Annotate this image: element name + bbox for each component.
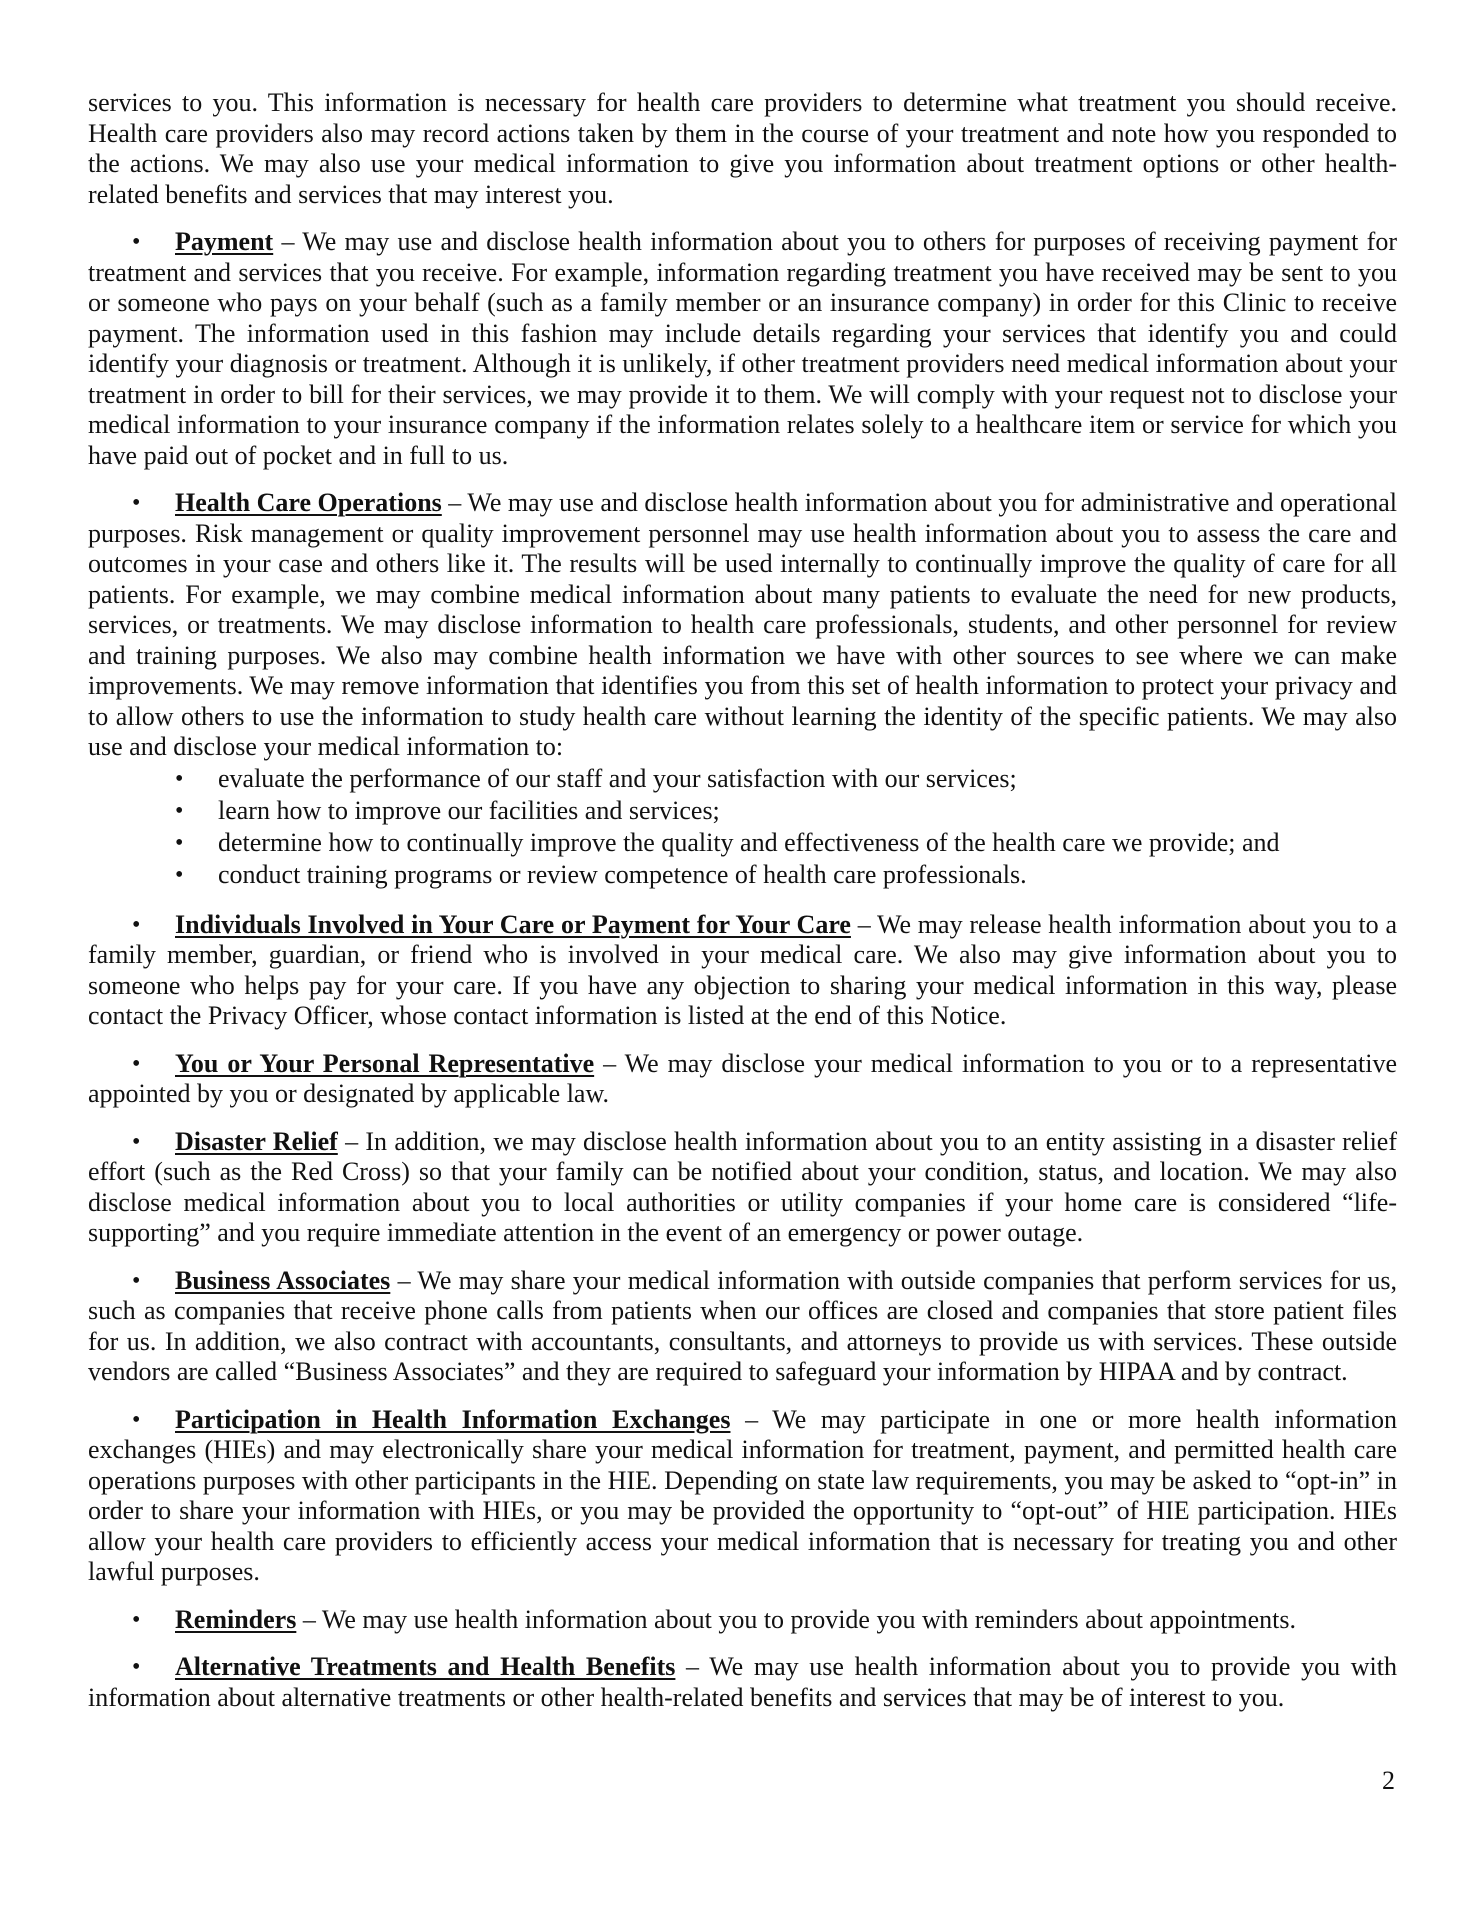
- section-heading-personal-representative: You or Your Personal Representative: [175, 1048, 595, 1078]
- section-heading-alternative-treatments: Alternative Treatments and Health Benefits: [175, 1652, 676, 1681]
- section-body-reminders: – We may use health information about you to provide you with reminders about appointments.: [296, 1604, 1297, 1634]
- list-item: [88, 763, 1397, 795]
- section-business-associates: [88, 1266, 1397, 1388]
- bullet-icon: •: [132, 1128, 141, 1155]
- section-reminders: [88, 1605, 1397, 1636]
- bullet-icon: •: [132, 1654, 141, 1680]
- bullet-icon: •: [132, 1267, 141, 1294]
- health-care-operations-sublist: [88, 763, 1397, 891]
- list-item-text: learn how to improve our facilities and services;: [218, 795, 720, 825]
- list-item: [88, 827, 1397, 859]
- document-page: [88, 88, 1397, 1730]
- list-item-text: evaluate the performance of our staff and your satisfaction with our services;: [218, 763, 1017, 793]
- bullet-icon: •: [132, 1050, 141, 1077]
- list-item: [88, 795, 1397, 827]
- page-number: 2: [1382, 1766, 1395, 1795]
- section-disaster-relief: [88, 1127, 1397, 1249]
- section-heading-health-information-exchanges: Participation in Health Information Exchanges: [175, 1404, 731, 1434]
- section-heading-business-associates: Business Associates: [175, 1265, 391, 1295]
- section-body-health-care-operations: – We may use and disclose health information about you for administrative and operational purposes. Risk management or quality improvement personnel may use health information about you to assess the care and outcomes in your case and others like it. The results will be used internally to continually improve the quality of care for all patients. For example, we may combine medical information about many patients to evaluate the need for new products, services, or treatments. We may disclose information to health care professionals, students, and other personnel for review and training purposes. We also may combine health information we have with other sources to see where we can make improvements. We may remove information that identifies you from this set of health information to protect your privacy and to allow others to use the information to study health care without learning the identity of the specific patients. We may also use and disclose your medical information to:: [88, 488, 1398, 761]
- bullet-icon: •: [132, 1606, 141, 1633]
- section-body-alternative-treatments: – We may use health information about you to provide you with information about alternative treatments or other health-related benefits and services that may be of interest to you.: [88, 1652, 1397, 1712]
- section-individuals-involved: [88, 910, 1397, 1032]
- section-heading-health-care-operations: Health Care Operations: [175, 488, 442, 517]
- section-body-business-associates: – We may share your medical information with outside companies that perform services for us, such as companies that receive phone calls from patients when our offices are closed and companies that store patient files for us. In addition, we also contract with accountants, consultants, and attorneys to provide us with services. These outside vendors are called “Business Associates” and they are required to safeguard your information by HIPAA and by contract.: [88, 1265, 1397, 1386]
- bullet-icon: •: [175, 797, 184, 824]
- section-heading-disaster-relief: Disaster Relief: [175, 1126, 338, 1156]
- intro-continuation-paragraph: services to you. This information is necessary for health care providers to determine what treatment you should receive. Health care providers also may record actions taken by them in the course of your treatment and note how you responded to the actions. We may also use your medical information to give you information about treatment options or other health-related benefits and services that may interest you.: [88, 88, 1397, 209]
- list-item: [88, 859, 1397, 891]
- section-body-health-information-exchanges: – We may participate in one or more health information exchanges (HIEs) and may electronically share your medical information for treatment, payment, and permitted health care operations purposes with other participants in the HIE. Depending on state law requirements, you may be asked to “opt-in” in order to share your information with HIEs, or you may be provided the opportunity to “opt-out” of HIE participation. HIEs allow your health care providers to efficiently access your medical information that is necessary for treating you and other lawful purposes.: [88, 1404, 1397, 1586]
- bullet-icon: •: [175, 861, 184, 888]
- bullet-icon: •: [132, 1406, 141, 1433]
- bullet-icon: •: [132, 490, 141, 516]
- bullet-icon: •: [175, 765, 184, 792]
- section-body-disaster-relief: – In addition, we may disclose health information about you to an entity assisting in a disaster relief effort (such as the Red Cross) so that your family can be notified about your condition, status, and location. We may also disclose medical information about you to local authorities or utility companies if your home care is considered “life-supporting” and you require immediate attention in the event of an emergency or power outage.: [88, 1126, 1398, 1247]
- section-health-care-operations: [88, 488, 1397, 891]
- section-health-care-operations-paragraph: [88, 488, 1397, 763]
- section-body-personal-representative: – We may disclose your medical information to you or to a representative appointed by you or designated by applicable law.: [88, 1048, 1398, 1108]
- list-item-text: conduct training programs or review competence of health care professionals.: [218, 859, 1027, 889]
- section-heading-reminders: Reminders: [175, 1604, 297, 1634]
- section-heading-individuals-involved: Individuals Involved in Your Care or Payment for Your Care: [175, 909, 851, 939]
- bullet-icon: •: [132, 911, 141, 938]
- section-payment: [88, 227, 1397, 471]
- bullet-icon: •: [132, 229, 141, 255]
- bullet-icon: •: [175, 829, 184, 856]
- list-item-text: determine how to continually improve the quality and effectiveness of the health care we provide; and: [218, 827, 1280, 857]
- section-body-payment: – We may use and disclose health information about you to others for purposes of receiving payment for treatment and services that you receive. For example, information regarding treatment you have received may be sent to you or someone who pays on your behalf (such as a family member or an insurance company) in order for this Clinic to receive payment. The information used in this fashion may include details regarding your services that identify you and could identify your diagnosis or treatment. Although it is unlikely, if other treatment providers need medical information about your treatment in order to bill for their services, we may provide it to them. We will comply with your request not to disclose your medical information to your insurance company if the information relates solely to a healthcare item or service for which you have paid out of pocket and in full to us.: [88, 227, 1397, 470]
- section-body-individuals-involved: – We may release health information about you to a family member, guardian, or friend who is involved in your medical care. We also may give information about you to someone who helps pay for your care. If you have any objection to sharing your medical information in this way, please contact the Privacy Officer, whose contact information is listed at the end of this Notice.: [88, 909, 1397, 1030]
- section-heading-payment: Payment: [175, 227, 274, 256]
- section-personal-representative: [88, 1049, 1397, 1110]
- section-health-information-exchanges: [88, 1405, 1397, 1588]
- section-alternative-treatments: [88, 1652, 1397, 1713]
